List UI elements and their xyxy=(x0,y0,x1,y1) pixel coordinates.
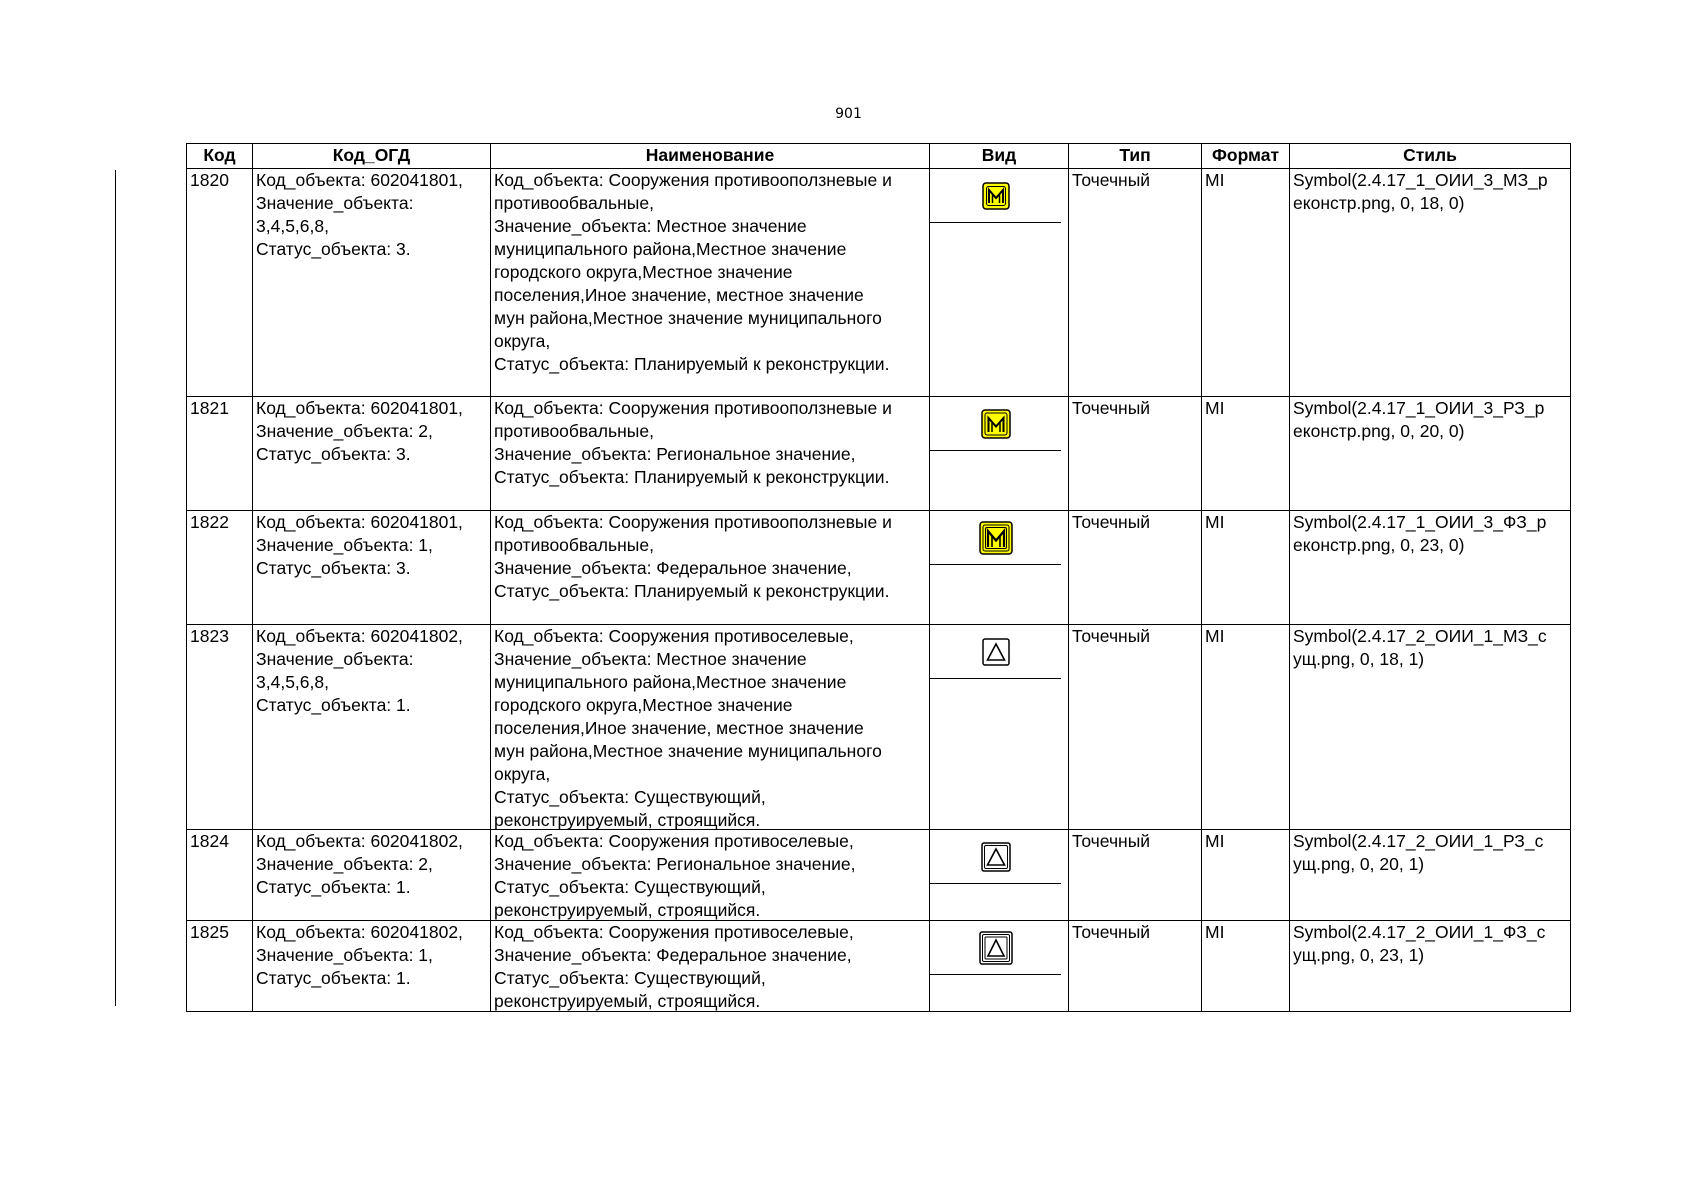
page-number: 901 xyxy=(835,106,862,122)
cell-format: MI xyxy=(1202,625,1290,830)
cell-ogd: Код_объекта: 602041801, Значение_объекта: 3,4,5,6,8, Статус_объекта: 3. xyxy=(253,169,491,397)
registry-table xyxy=(186,143,1571,1012)
header-ogd: Код_ОГД xyxy=(253,144,491,169)
mudflow-structure-regional-icon xyxy=(980,841,1012,873)
table-row xyxy=(187,511,1571,625)
cell-name: Код_объекта: Сооружения противоселевые, Значение_объекта: Местное значение муниципального района,Местное значение городского округа,Местное значение поселения,Иное значение, местное значение мун района,Местное значение муниципального округа, Статус_объекта: Существующий, реконструируемый, строящийся. xyxy=(491,625,930,830)
header-name: Наименование xyxy=(491,144,930,169)
cell-ogd: Код_объекта: 602041802, Значение_объекта: 2, Статус_объекта: 1. xyxy=(253,830,491,921)
table-row xyxy=(187,397,1571,511)
cell-style: Symbol(2.4.17_1_ОИИ_3_ФЗ_р еконстр.png, 0, 23, 0) xyxy=(1290,511,1571,625)
cell-type: Точечный xyxy=(1069,397,1202,511)
mudflow-structure-federal-icon xyxy=(978,930,1014,966)
cell-code: 1822 xyxy=(187,511,253,625)
landslide-structure-regional-icon xyxy=(980,408,1012,440)
cell-view xyxy=(930,921,1069,1012)
cell-view xyxy=(930,169,1069,397)
cell-name: Код_объекта: Сооружения противооползневые и противообвальные, Значение_объекта: Федеральное значение, Статус_объекта: Планируемый к реконструкции. xyxy=(491,511,930,625)
cell-format: MI xyxy=(1202,397,1290,511)
cell-view xyxy=(930,625,1069,830)
cell-ogd: Код_объекта: 602041801, Значение_объекта: 1, Статус_объекта: 3. xyxy=(253,511,491,625)
cell-style: Symbol(2.4.17_2_ОИИ_1_РЗ_с ущ.png, 0, 20, 1) xyxy=(1290,830,1571,921)
cell-format: MI xyxy=(1202,511,1290,625)
cell-name: Код_объекта: Сооружения противоселевые, Значение_объекта: Региональное значение, Статус_объекта: Существующий, реконструируемый, строящийся. xyxy=(491,830,930,921)
cell-view xyxy=(930,511,1069,625)
cell-format: MI xyxy=(1202,169,1290,397)
cell-name: Код_объекта: Сооружения противооползневые и противообвальные, Значение_объекта: Местное значение муниципального района,Местное значение городского округа,Местное значение поселения,Иное значение, местное значение мун района,Местное значение муниципального округа, Статус_объекта: Планируемый к реконструкции. xyxy=(491,169,930,397)
cell-view xyxy=(930,830,1069,921)
table-row xyxy=(187,830,1571,921)
cell-type: Точечный xyxy=(1069,169,1202,397)
mudflow-structure-local-icon xyxy=(981,637,1011,667)
table-row xyxy=(187,169,1571,397)
header-view: Вид xyxy=(930,144,1069,169)
cell-code: 1824 xyxy=(187,830,253,921)
cell-style: Symbol(2.4.17_2_ОИИ_1_ФЗ_с ущ.png, 0, 23, 1) xyxy=(1290,921,1571,1012)
header-row xyxy=(187,144,1571,169)
margin-line xyxy=(115,170,116,1006)
cell-code: 1820 xyxy=(187,169,253,397)
cell-style: Symbol(2.4.17_1_ОИИ_3_РЗ_р еконстр.png, 0, 20, 0) xyxy=(1290,397,1571,511)
header-format: Формат xyxy=(1202,144,1290,169)
cell-code: 1825 xyxy=(187,921,253,1012)
cell-type: Точечный xyxy=(1069,625,1202,830)
landslide-structure-local-icon xyxy=(981,181,1011,211)
cell-code: 1823 xyxy=(187,625,253,830)
cell-name: Код_объекта: Сооружения противооползневые и противообвальные, Значение_объекта: Региональное значение, Статус_объекта: Планируемый к реконструкции. xyxy=(491,397,930,511)
cell-format: MI xyxy=(1202,830,1290,921)
cell-name: Код_объекта: Сооружения противоселевые, Значение_объекта: Федеральное значение, Статус_объекта: Существующий, реконструируемый, строящийся. xyxy=(491,921,930,1012)
table-row xyxy=(187,625,1571,830)
cell-ogd: Код_объекта: 602041802, Значение_объекта: 1, Статус_объекта: 1. xyxy=(253,921,491,1012)
cell-ogd: Код_объекта: 602041802, Значение_объекта: 3,4,5,6,8, Статус_объекта: 1. xyxy=(253,625,491,830)
cell-type: Точечный xyxy=(1069,511,1202,625)
header-type: Тип xyxy=(1069,144,1202,169)
header-style: Стиль xyxy=(1290,144,1571,169)
header-code: Код xyxy=(187,144,253,169)
cell-ogd: Код_объекта: 602041801, Значение_объекта: 2, Статус_объекта: 3. xyxy=(253,397,491,511)
cell-code: 1821 xyxy=(187,397,253,511)
cell-type: Точечный xyxy=(1069,921,1202,1012)
table-row xyxy=(187,921,1571,1012)
landslide-structure-federal-icon xyxy=(978,520,1014,556)
cell-style: Symbol(2.4.17_2_ОИИ_1_МЗ_с ущ.png, 0, 18, 1) xyxy=(1290,625,1571,830)
cell-type: Точечный xyxy=(1069,830,1202,921)
cell-style: Symbol(2.4.17_1_ОИИ_3_МЗ_р еконстр.png, 0, 18, 0) xyxy=(1290,169,1571,397)
cell-format: MI xyxy=(1202,921,1290,1012)
cell-view xyxy=(930,397,1069,511)
